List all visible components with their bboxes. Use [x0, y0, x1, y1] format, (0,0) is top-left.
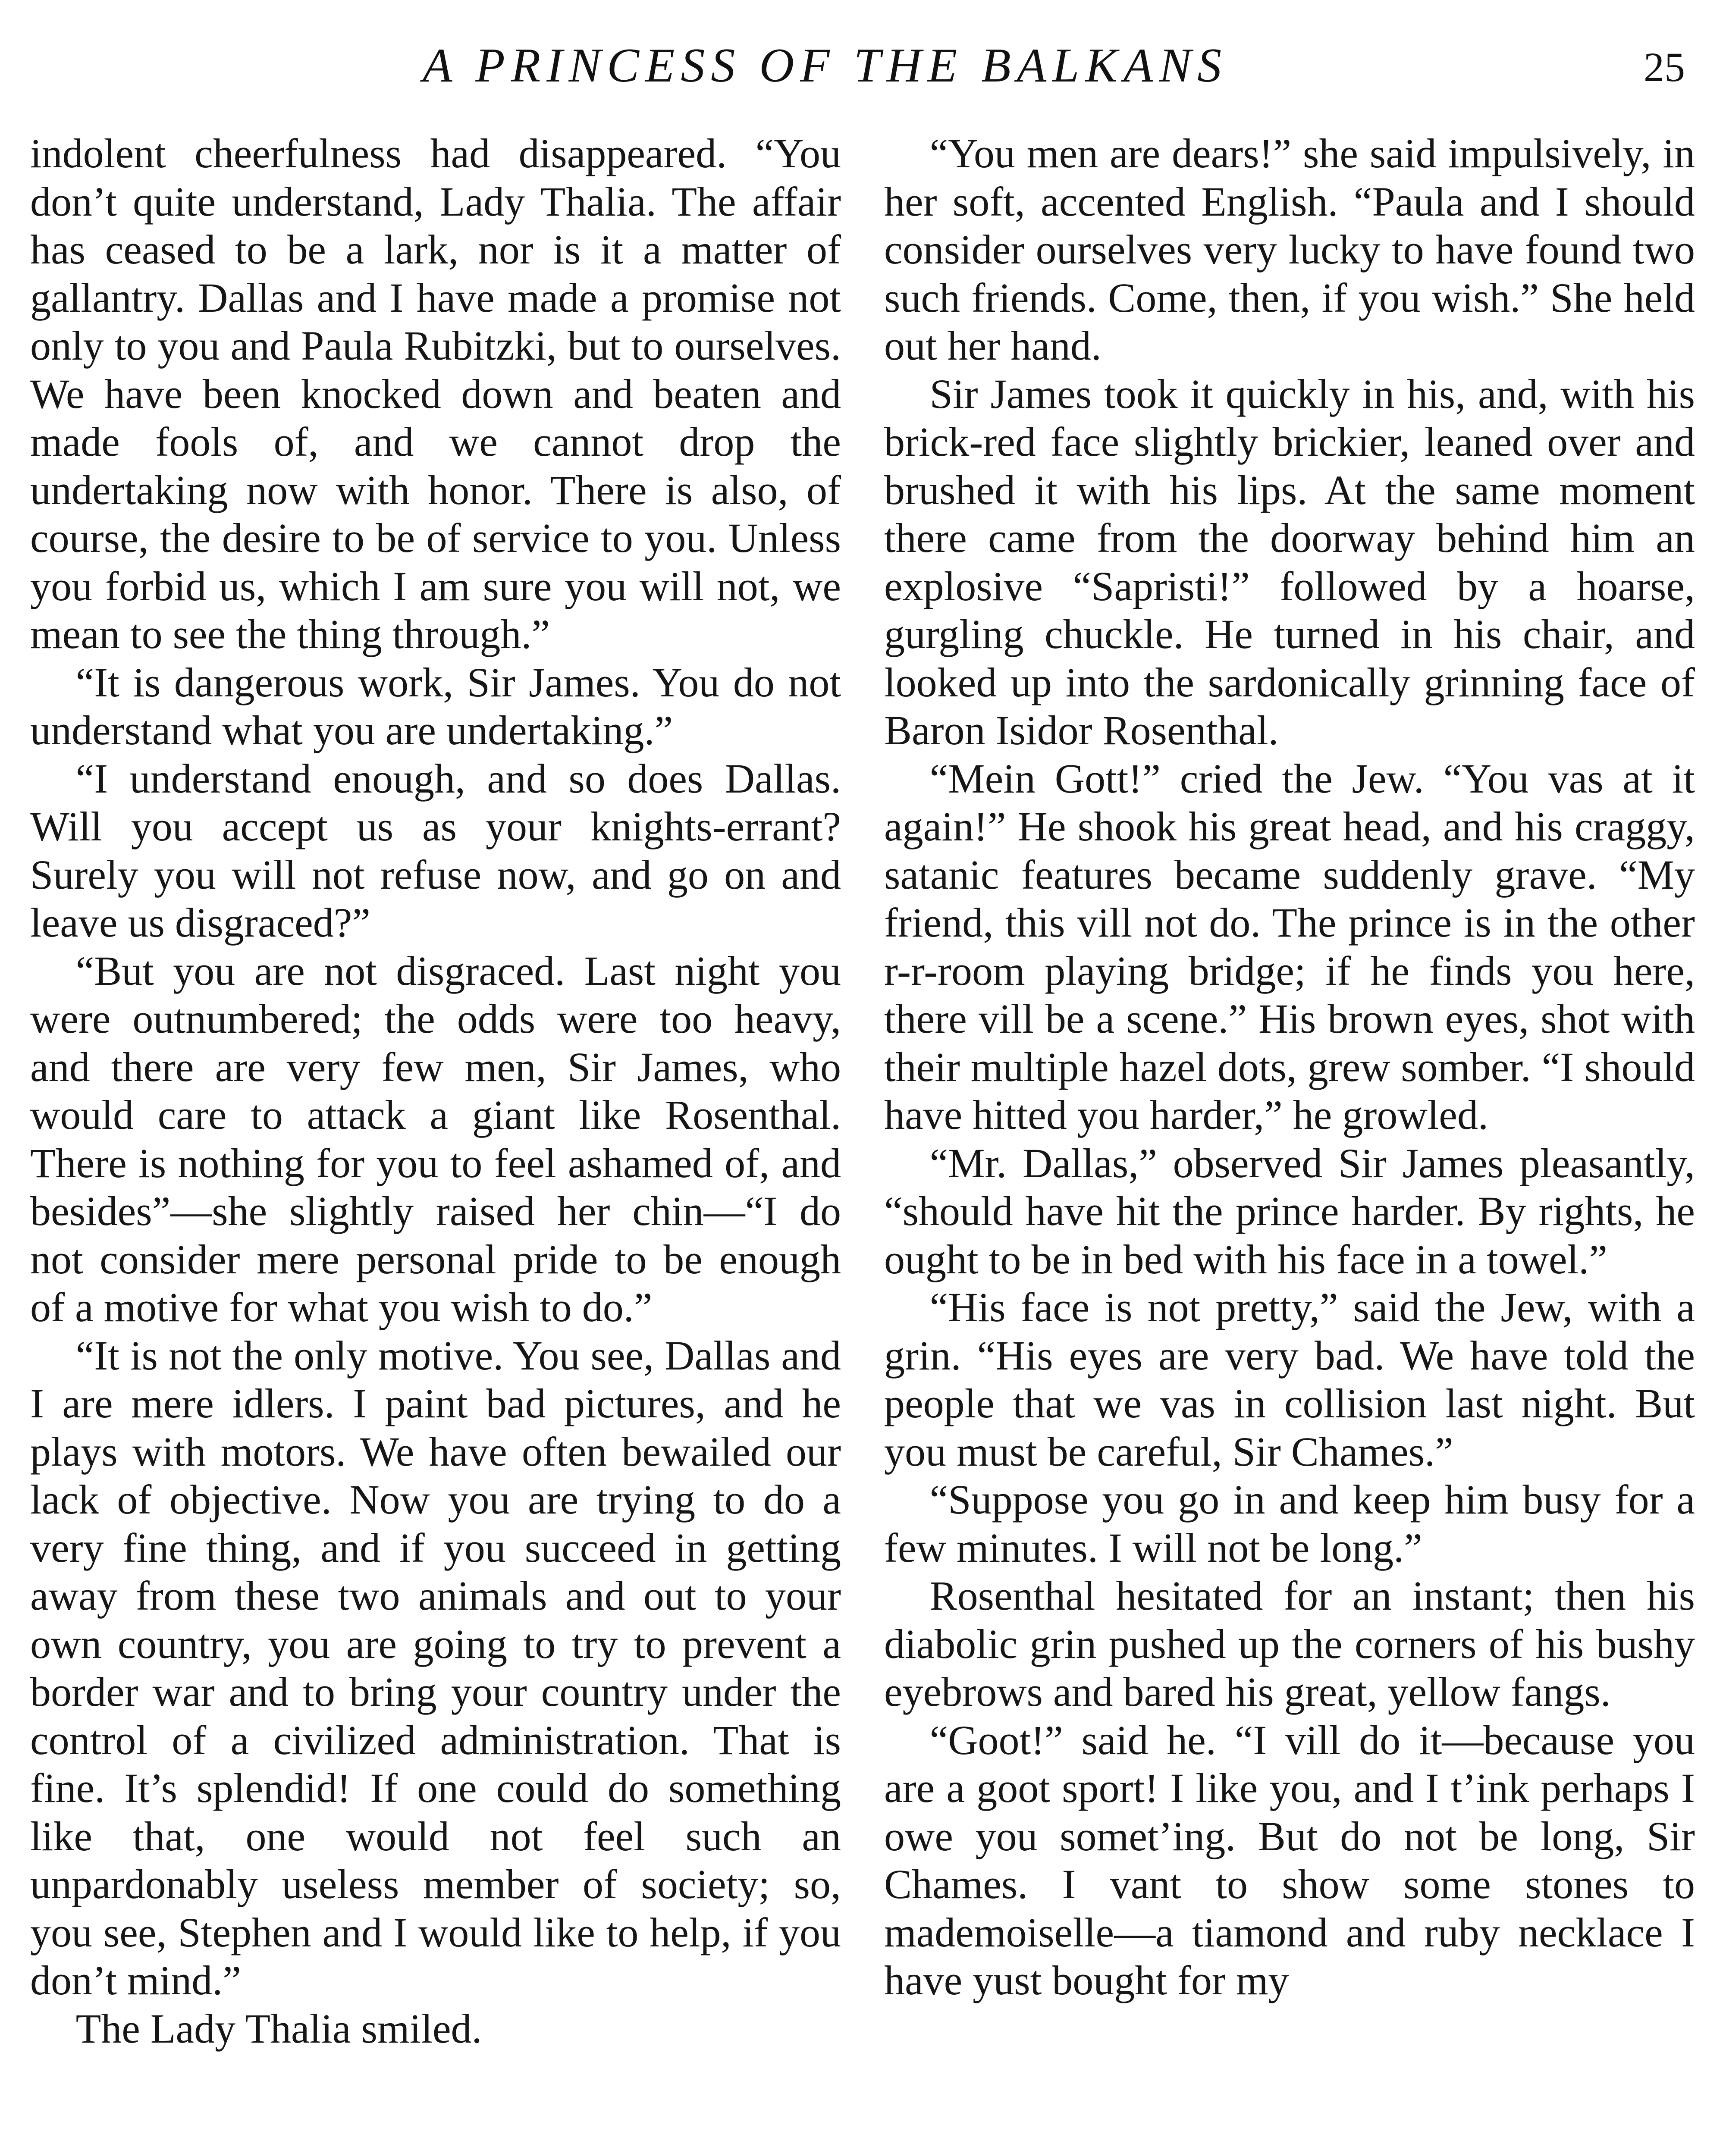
paragraph: “Mein Gott!” cried the Jew. “You vas at it again!” He shook his great head, and his craggy, satanic features became suddenly grave. “My friend, this vill not do. The prince is in the other r-r-room playing bridge; if he finds you here, there vill be a scene.” His brown eyes, shot with their multiple hazel dots, grew somber. “I should have hitted you harder,” he growled.: [884, 755, 1695, 1138]
page-header: [0, 34, 1726, 98]
left-column: [30, 129, 841, 2156]
paragraph: The Lady Thalia smiled.: [75, 2005, 482, 2052]
paragraph: Rosenthal hesitated for an instant; then his diabolic grin pushed up the corners of his bushy eyebrows and bared his great, yellow fangs.: [884, 1573, 1695, 1715]
paragraph: “Goot!” said he. “I vill do it—because you are a goot sport! I like you, and I t’ink perhaps I owe you somet’ing. But do not be long, Sir Chames. I vant to show some stones to mademoiselle—a tiamond and ruby necklace I have yust bought for my: [884, 1717, 1695, 2003]
paragraph: indolent cheerfulness had disappeared. “You don’t quite understand, Lady Thalia. The affair has ceased to be a lark, nor is it a matter of gallantry. Dallas and I have made a promise not only to you and Paula Rubitzki, but to ourselves. We have been knocked down and beaten and made fools of, and we cannot drop the undertaking now with honor. There is also, of course, the desire to be of service to you. Unless you forbid us, which I am sure you will not, we mean to see the thing through.”: [30, 130, 841, 657]
paragraph: “It is dangerous work, Sir James. You do not understand what you are undertaking.”: [30, 659, 841, 753]
paragraph: “You men are dears!” she said impulsively, in her soft, accented English. “Paula and I should consider ourselves very lucky to have found two such friends. Come, then, if you wish.” She held out her hand.: [884, 130, 1695, 369]
text-columns: [30, 129, 1695, 2156]
paragraph: “His face is not pretty,” said the Jew, with a grin. “His eyes are very bad. We have told the people that we vas in collision last night. But you must be careful, Sir Chames.”: [884, 1284, 1695, 1475]
paragraph: “Suppose you go in and keep him busy for a few minutes. I will not be long.”: [884, 1476, 1695, 1571]
paragraph: Sir James took it quickly in his, and, with his brick-red face slightly brickier, leaned over and brushed it with his lips. At the same moment there came from the doorway behind him an explosive “Sapristi!” followed by a hoarse, gurgling chuckle. He turned in his chair, and looked up into the sardonically grinning face of Baron Isidor Rosenthal.: [884, 370, 1695, 753]
paragraph: “I understand enough, and so does Dallas. Will you accept us as your knights-errant? Surely you will not refuse now, and go on and leave us disgraced?”: [30, 755, 841, 946]
paragraph: “It is not the only motive. You see, Dallas and I are mere idlers. I paint bad pictures, and he plays with motors. We have often bewailed our lack of objective. Now you are trying to do a very fine thing, and if you succeed in getting away from these two animals and out to your own country, you are going to try to prevent a border war and to bring your country under the control of a civilized administration. That is fine. It’s splendid! If one could do something like that, one would not feel such an unpardonably useless member of society; so, you see, Stephen and I would like to help, if you don’t mind.”: [30, 1332, 841, 2003]
paragraph: “But you are not disgraced. Last night you were outnumbered; the odds were too heavy, and there are very few men, Sir James, who would care to attack a giant like Rosenthal. There is nothing for you to feel ashamed of, and besides”—she slightly raised her chin—“I do not consider mere personal pride to be enough of a motive for what you wish to do.”: [30, 947, 841, 1330]
page-number: 25: [1644, 44, 1685, 90]
running-title: A PRINCESS OF THE BALKANS: [423, 39, 1228, 92]
right-column: [884, 129, 1695, 2156]
paragraph: “Mr. Dallas,” observed Sir James pleasantly, “should have hit the prince harder. By rights, he ought to be in bed with his face in a towel.”: [884, 1140, 1695, 1282]
